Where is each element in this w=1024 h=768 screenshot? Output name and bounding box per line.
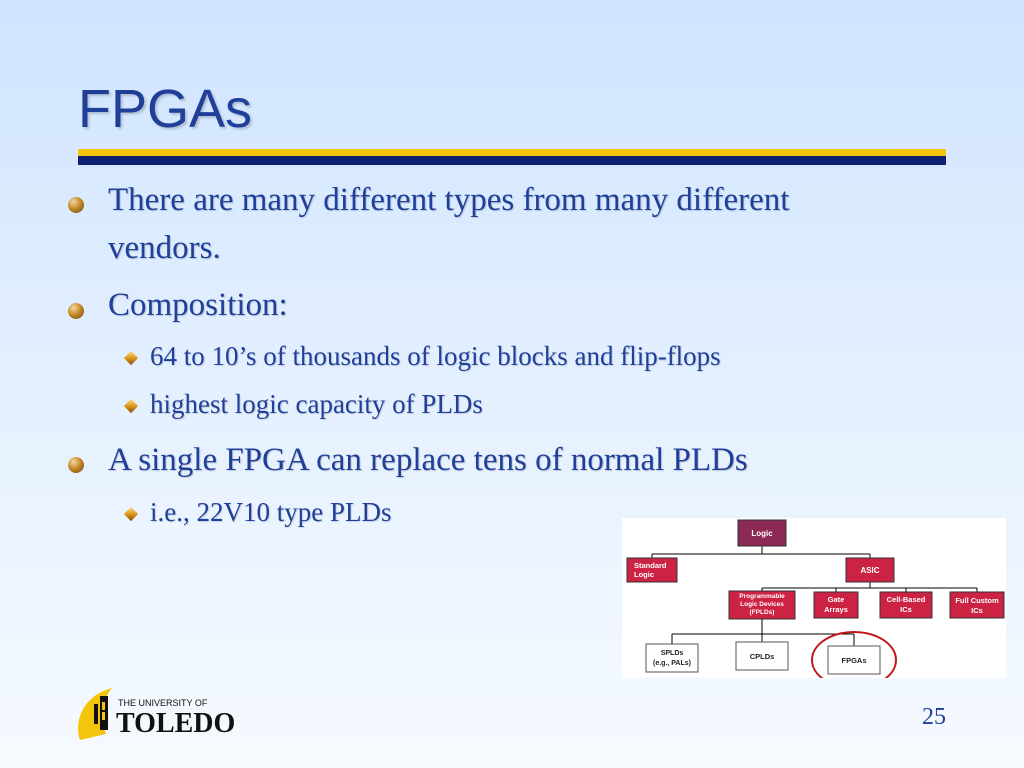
title-rule-gold [78,149,946,156]
node-gate-arrays-label-2: Arrays [824,605,848,614]
logic-family-diagram [622,518,1006,678]
bullet-3: A single FPGA can replace tens of normal PLDs [108,442,748,478]
bullet-icon [68,303,84,319]
node-standard-logic-label-1: Standard [634,561,667,570]
logic-tree-svg [622,518,1006,678]
node-cell-based-label-1: Cell-Based [886,595,926,604]
node-fplds-label-2: Logic Devices [740,601,784,608]
sub-bullet-icon [124,351,138,365]
bullet-1-line-2: vendors. [108,230,221,266]
logo-text-line2: TOLEDO [116,708,236,739]
bullet-1-line-1: There are many different types from many different [108,182,790,218]
sub-bullet-icon [124,399,138,413]
sub-bullet-icon [124,507,138,521]
sub-bullet-3: i.e., 22V10 type PLDs [150,497,392,527]
sub-bullet-1: 64 to 10’s of thousands of logic blocks and flip-flops [150,341,721,371]
node-splds-label-2: (e.g., PALs) [653,660,691,667]
node-splds [646,644,698,672]
node-fplds-label-1: Programmable [739,593,785,600]
node-fpgas-label: FPGAs [841,656,867,665]
logo-text-line1: THE UNIVERSITY OF [118,698,208,708]
bullet-icon [68,457,84,473]
page-number: 25 [922,704,946,730]
sub-bullet-2: highest logic capacity of PLDs [150,389,483,419]
title-rule-navy [78,156,946,165]
node-logic-label: Logic [751,529,773,538]
node-full-custom-label-2: ICs [971,606,983,615]
node-fplds-label-3: (FPLDs) [749,609,775,616]
node-gate-arrays-label-1: Gate [827,595,845,604]
node-asic-label: ASIC [860,566,880,575]
university-logo-graphic [72,682,252,742]
slide-title: FPGAs [78,79,253,139]
node-splds-label-1: SPLDs [660,650,684,657]
bullet-2: Composition: [108,287,288,323]
node-full-custom-label-1: Full Custom [955,596,999,605]
node-standard-logic-label-2: Logic [634,570,654,579]
node-cell-based-label-2: ICs [900,605,912,614]
bullet-icon [68,197,84,213]
node-cplds-label: CPLDs [749,652,775,661]
university-logo [72,682,252,742]
